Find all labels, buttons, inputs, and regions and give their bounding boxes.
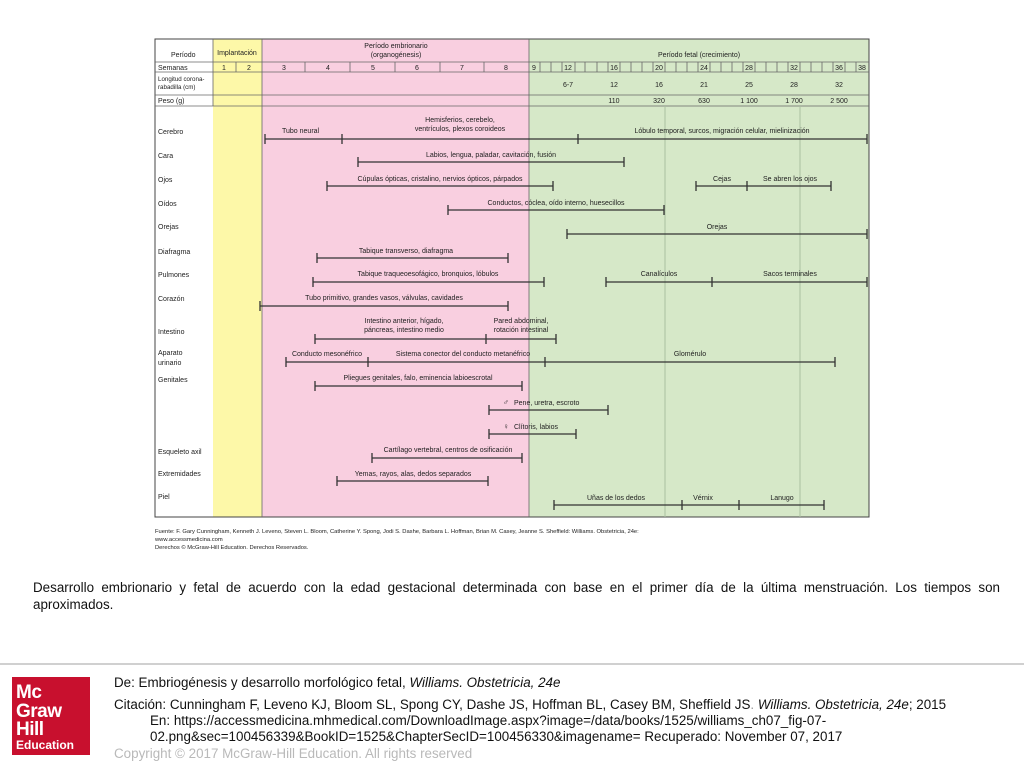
organ-urinario: urinario (158, 360, 182, 367)
label-pliegues: Pliegues genitales, falo, eminencia labioescrotal (343, 375, 493, 382)
source-line-3: Derechos © McGraw-Hill Education. Derechos Reservados. (155, 545, 309, 551)
longitud-label-2: rabadilla (cm) (158, 84, 196, 91)
header-embryonic-2: (organogénesis) (370, 52, 422, 59)
organ-ojos: Ojos (158, 177, 173, 184)
label-conductos: Conductos, cóclea, oído interno, huesecillos (487, 200, 625, 207)
peso-label: Peso (g) (158, 98, 185, 105)
header-fetal: Período fetal (crecimiento) (657, 52, 741, 59)
peso-value: 630 (698, 98, 710, 105)
longitud-label-1: Longitud corona- (158, 76, 205, 83)
embryonic-background (262, 39, 529, 517)
figure-source (154, 529, 639, 551)
female-symbol-icon: ♀ (503, 422, 509, 431)
longitud-value: 25 (745, 82, 753, 89)
week-32: 32 (790, 65, 798, 72)
week-6: 6 (415, 65, 419, 72)
longitud-value: 28 (790, 82, 798, 89)
label-cartilago: Cartílago vertebral, centros de osificación (383, 447, 513, 454)
week-28: 28 (745, 65, 753, 72)
label-sistema-conector: Sistema conector del conducto metanéfrico (395, 351, 531, 358)
label-tubo-neural: Tubo neural (282, 128, 320, 135)
peso-value: 2 500 (830, 98, 848, 105)
label-cupulas: Cúpulas ópticas, cristalino, nervios ópticos, párpados (357, 176, 523, 183)
week-8: 8 (504, 65, 508, 72)
citation-de-book: Williams. Obstetricia, 24e (409, 675, 561, 690)
week-12: 12 (564, 65, 572, 72)
week-2: 2 (247, 65, 251, 72)
label-clitoris: Clítoris, labios (514, 424, 558, 431)
header-implantacion: Implantación (217, 50, 257, 57)
peso-value: 320 (653, 98, 665, 105)
citation-book: Williams. Obstetricia, 24e (757, 697, 909, 712)
organ-diafragma: Diafragma (158, 249, 191, 256)
peso-value: 110 (608, 98, 620, 105)
logo-line-1: Mc (16, 682, 42, 703)
label-hemisferios-1: Hemisferios, cerebelo, (425, 117, 495, 124)
header-periodo: Período (171, 52, 196, 59)
label-cejas: Cejas (713, 176, 731, 183)
citation-year: ; 2015 (908, 697, 947, 712)
header-embryonic-1: Período embrionario (364, 43, 428, 50)
logo-line-2: Graw (16, 701, 62, 722)
week-1: 1 (222, 65, 226, 72)
label-tabique-transverso: Tabique transverso, diafragma (358, 248, 454, 255)
week-5: 5 (371, 65, 375, 72)
organ-orejas: Orejas (158, 224, 179, 231)
label-lanugo: Lanugo (770, 495, 794, 502)
organ-cerebro: Cerebro (158, 129, 184, 136)
male-symbol-icon: ♂ (503, 398, 509, 407)
week-36: 36 (835, 65, 843, 72)
organ-oidos: Oídos (158, 201, 177, 208)
peso-value: 1 100 (740, 98, 758, 105)
organ-pulmones: Pulmones (158, 272, 190, 279)
divider (0, 663, 1024, 665)
longitud-value: 16 (655, 82, 663, 89)
label-intestino-1: Intestino anterior, hígado, (364, 318, 444, 325)
organ-cara: Cara (158, 153, 174, 160)
label-tabique-traqueo: Tabique traqueoesofágico, bronquios, lóbulos (357, 271, 499, 278)
label-pared-1: Pared abdominal, (493, 318, 549, 325)
copyright: Copyright © 2017 McGraw-Hill Education. All rights reserved (114, 746, 473, 761)
week-3: 3 (282, 65, 286, 72)
organ-aparato: Aparato (158, 350, 183, 357)
citation-de-prefix: De: Embriogénesis y desarrollo morfológico fetal, (114, 675, 410, 690)
label-glomerulo: Glomérulo (673, 351, 707, 358)
label-yemas: Yemas, rayos, alas, dedos separados (354, 471, 472, 478)
organ-piel: Piel (158, 494, 170, 501)
citation-line (114, 697, 946, 713)
week-9: 9 (532, 65, 536, 72)
source-line-1: Fuente: F. Gary Cunningham, Kenneth J. Leveno, Steven L. Bloom, Catherine Y. Spong, Jodi S. Dashe, Barbara L. Hoffman, Brian M. Casey, Jeanne S. Sheffield: Williams. Obstetricia, 24e: (155, 529, 639, 535)
week-20: 20 (655, 65, 663, 72)
figure-caption: Desarrollo embrionario y fetal de acuerdo con la edad gestacional determinada con base en el primer día de la última menstruación. Los tiempos son aproximados. (33, 580, 1000, 612)
week-24: 24 (700, 65, 708, 72)
logo-line-3: Hill (16, 719, 44, 740)
label-pene: Pene, uretra, escroto (514, 400, 580, 407)
semanas-label: Semanas (158, 65, 188, 72)
week-16: 16 (610, 65, 618, 72)
mcgraw-hill-logo (12, 677, 90, 755)
citation-de (114, 675, 560, 691)
label-pared-2: rotación intestinal (493, 327, 549, 334)
week-4: 4 (326, 65, 330, 72)
citation-authors: Citación: Cunningham F, Leveno KJ, Bloom SL, Spong CY, Dashe JS, Hoffman BL, Casey BM, Sheffield JS (114, 697, 751, 712)
longitud-value: 32 (835, 82, 843, 89)
citation-url-2[interactable]: 02.png&sec=100456339&BookID=1525&ChapterSecID=100456330&imagename= Recuperado: November 07, 2017 (150, 729, 843, 744)
citation-url-1[interactable]: En: https://accessmedicina.mhmedical.com/DownloadImage.aspx?image=/data/books/1525/williams_ch07_fig-07- (150, 713, 827, 728)
longitud-value: 12 (610, 82, 618, 89)
organ-esqueleto: Esqueleto axil (158, 449, 202, 456)
label-lobulo: Lóbulo temporal, surcos, migración celular, mielinización (634, 128, 810, 135)
label-orejas: Orejas (706, 224, 728, 231)
organ-labels (158, 129, 202, 501)
longitud-value: 6-7 (562, 82, 574, 89)
logo-line-4: Education (16, 738, 75, 752)
fetal-background (529, 39, 869, 517)
organ-corazon: Corazón (158, 296, 185, 303)
label-canaliculos: Canalículos (640, 271, 678, 278)
organ-intestino: Intestino (158, 329, 185, 336)
peso-value: 1 700 (785, 98, 803, 105)
label-hemisferios-2: ventrículos, plexos coroideos (414, 126, 506, 133)
label-mesonefrico: Conducto mesonéfrico (291, 351, 363, 358)
implantation-background (213, 39, 262, 517)
label-unas: Uñas de los dedos (587, 495, 645, 502)
week-7: 7 (460, 65, 464, 72)
label-tubo-primitivo: Tubo primitivo, grandes vasos, válvulas, cavidades (305, 295, 463, 302)
label-vernix: Vérnix (693, 495, 713, 502)
label-abren-ojos: Se abren los ojos (762, 176, 818, 183)
source-line-2: www.accessmedicina.com (155, 537, 223, 543)
label-labios: Labios, lengua, paladar, cavitación, fusión (426, 152, 556, 159)
citation-separator: . (750, 697, 758, 712)
organ-genitales: Genitales (158, 377, 188, 384)
label-intestino-2: páncreas, intestino medio (364, 327, 444, 334)
label-sacos: Sacos terminales (763, 271, 817, 278)
longitud-value: 21 (700, 82, 708, 89)
organ-extremidades: Extremidades (158, 471, 201, 478)
week-38: 38 (858, 65, 866, 72)
